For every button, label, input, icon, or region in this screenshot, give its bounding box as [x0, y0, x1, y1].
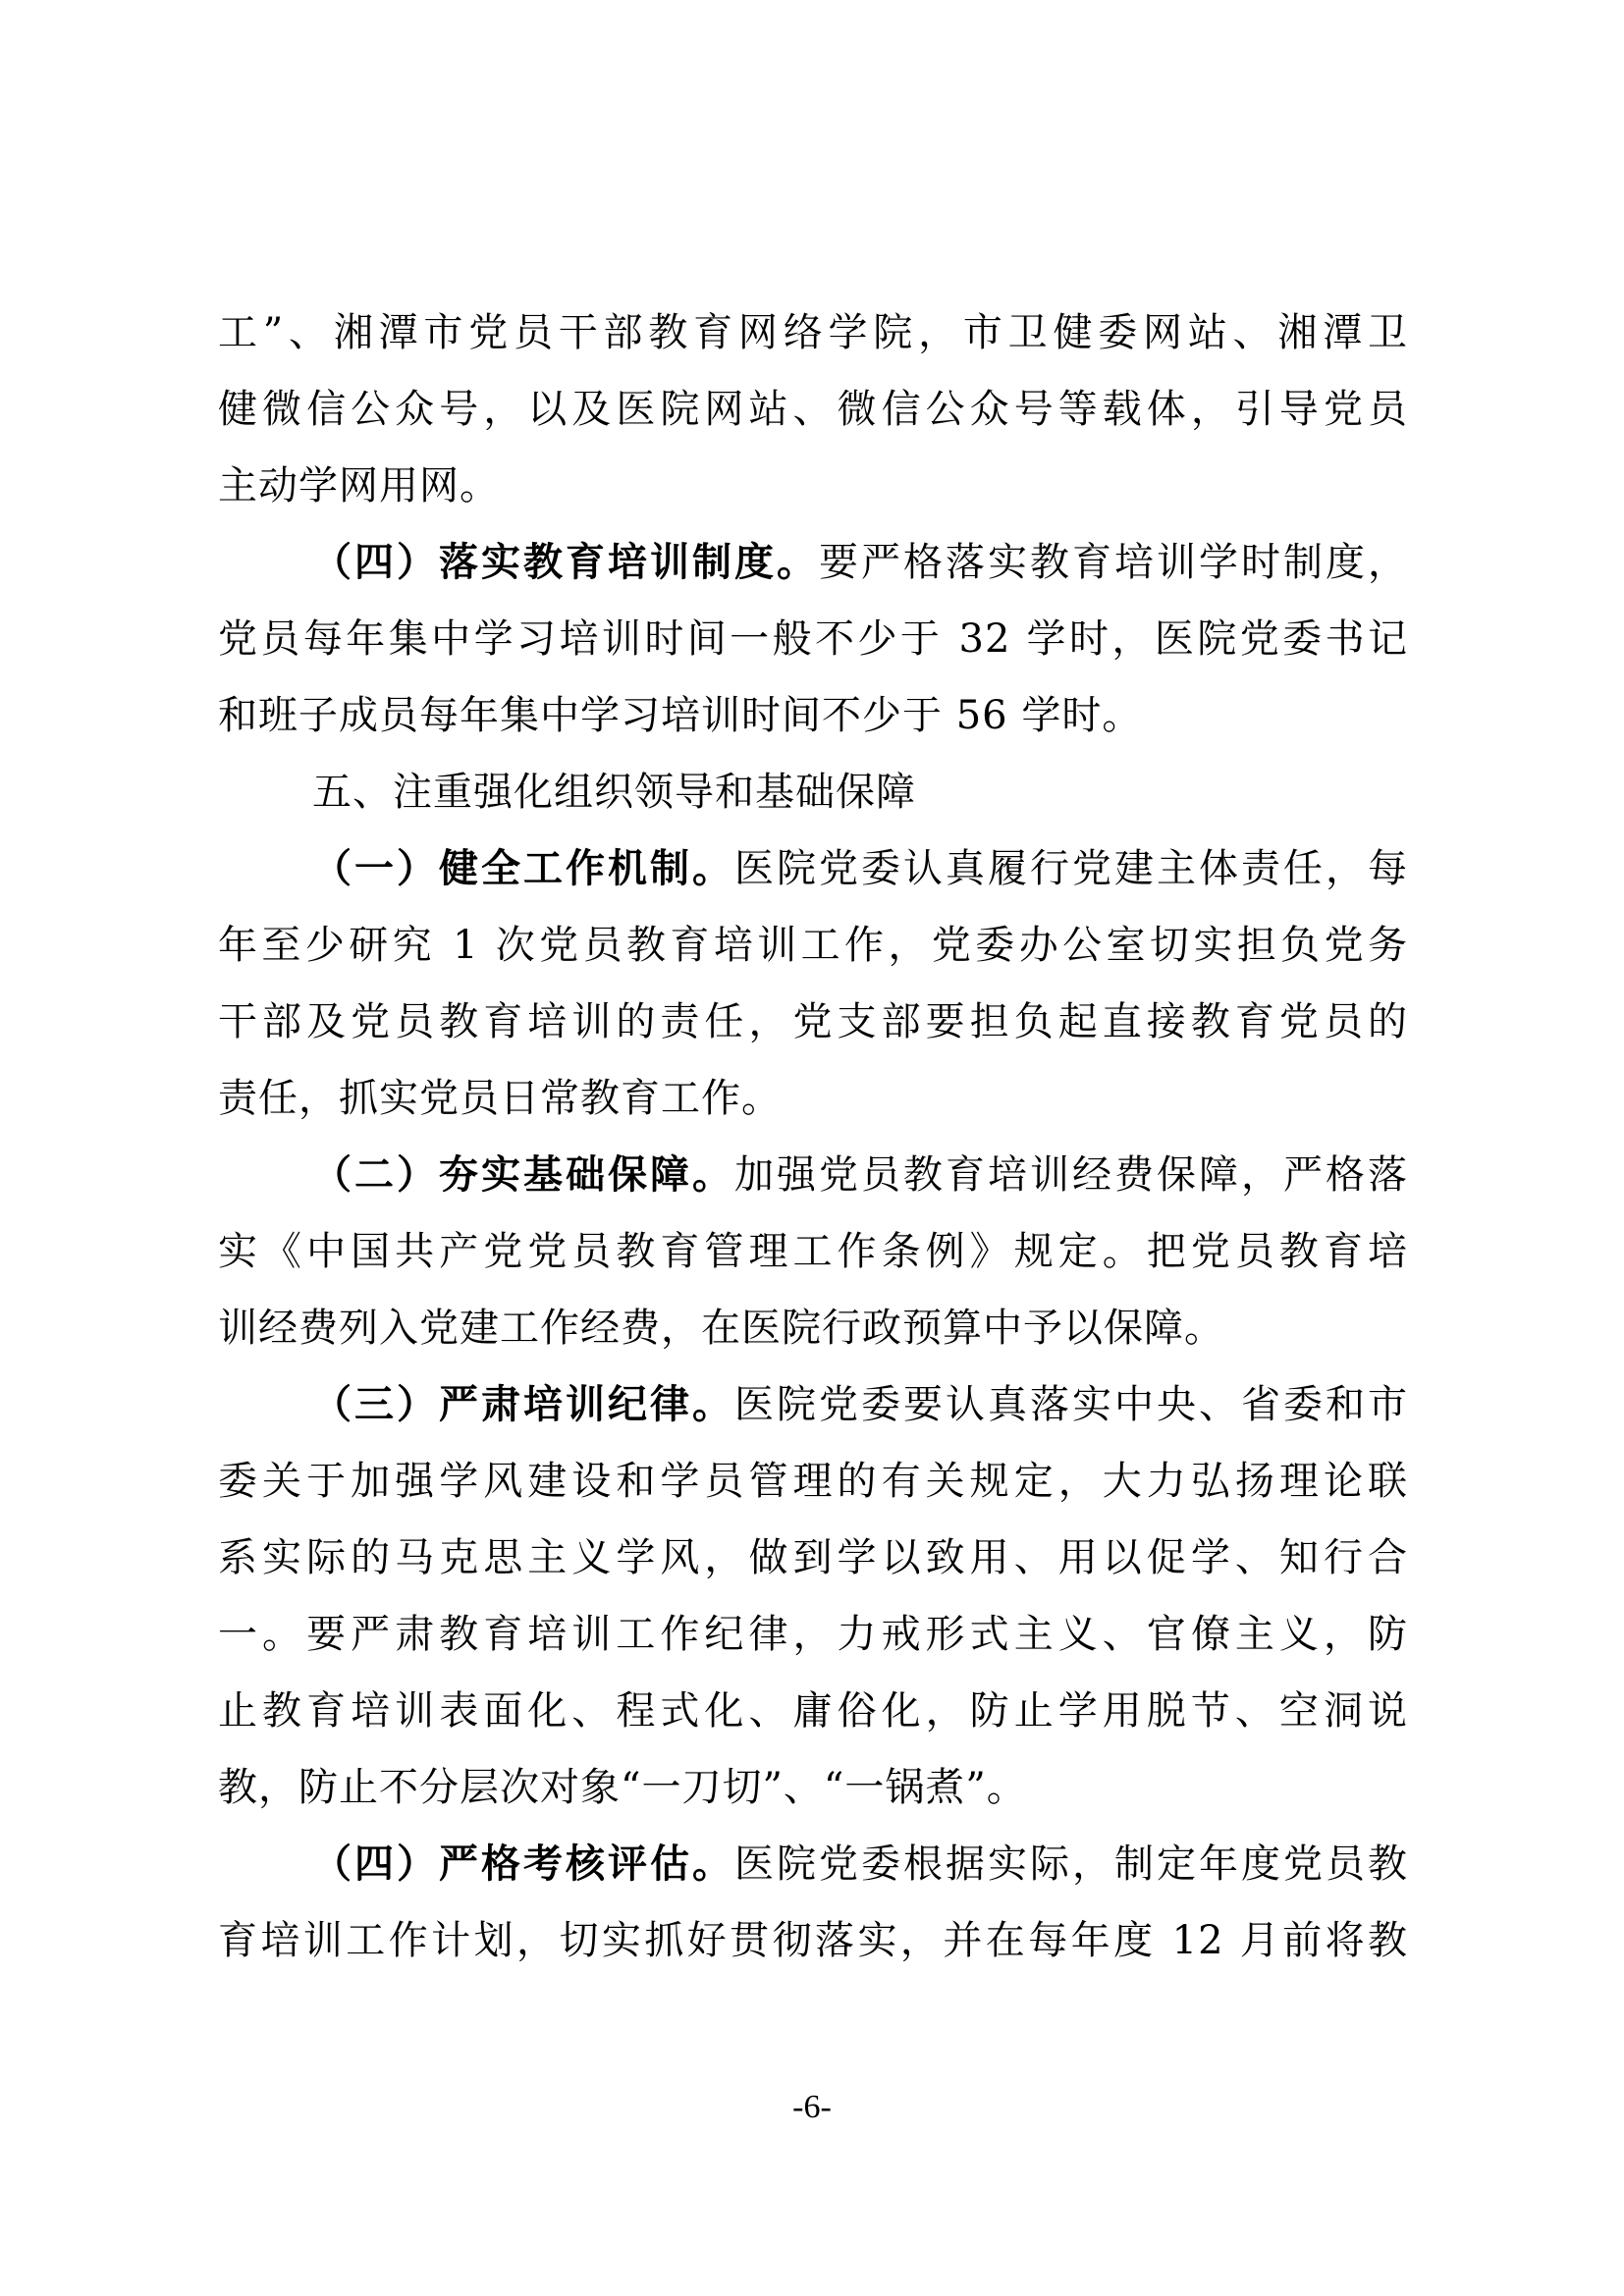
text-line	[218, 1290, 1408, 1366]
text-line	[218, 1520, 1408, 1596]
section-heading	[218, 754, 1408, 830]
line-text: 党员每年集中学习培训时间一般不少于 32 学时，医院党委书记	[218, 616, 1408, 662]
line-text: 一。要严肃教育培训工作纪律，力戒形式主义、官僚主义，防	[218, 1612, 1408, 1657]
line-text: 止教育培训表面化、程式化、庸俗化，防止学用脱节、空洞说	[218, 1688, 1408, 1734]
text-line	[218, 601, 1408, 677]
line-text: 医院党委根据实际，制定年度党员教	[734, 1842, 1408, 1887]
line-text: 年至少研究 1 次党员教育培训工作，党委办公室切实担负党务	[218, 923, 1408, 968]
item-heading: （二）夯实基础保障。	[312, 1151, 734, 1198]
item-heading: （三）严肃培训纪律。	[312, 1381, 734, 1427]
line-text: 训经费列入党建工作经费，在医院行政预算中予以保障。	[218, 1306, 1224, 1351]
line-text: 委关于加强学风建设和学员管理的有关规定，大力弘扬理论联	[218, 1459, 1408, 1504]
text-line	[218, 1060, 1408, 1137]
text-line	[218, 524, 1408, 601]
document-body	[218, 294, 1408, 1979]
text-line	[218, 907, 1408, 984]
text-line	[218, 448, 1408, 524]
line-text: 加强党员教育培训经费保障，严格落	[734, 1152, 1408, 1198]
line-text: 主动学网用网。	[218, 463, 500, 508]
text-line	[218, 830, 1408, 907]
text-line	[218, 1596, 1408, 1673]
line-text: 要严格落实教育培训学时制度，	[819, 540, 1408, 585]
line-text: 工”、湘潭市党员干部教育网络学院，市卫健委网站、湘潭卫	[218, 310, 1408, 355]
line-text: 和班子成员每年集中学习培训时间不少于 56 学时。	[218, 693, 1143, 738]
line-text: 育培训工作计划，切实抓好贯彻落实，并在每年度 12 月前将教	[218, 1918, 1408, 1963]
text-line	[218, 1673, 1408, 1749]
text-line	[218, 1902, 1408, 1979]
line-text: 健微信公众号，以及医院网站、微信公众号等载体，引导党员	[218, 387, 1408, 432]
line-text: 医院党委认真履行党建主体责任，每	[734, 846, 1408, 891]
text-line	[218, 1443, 1408, 1520]
text-line	[218, 371, 1408, 448]
text-line	[218, 1749, 1408, 1826]
line-text: 系实际的马克思主义学风，做到学以致用、用以促学、知行合	[218, 1535, 1408, 1580]
line-text: 教，防止不分层次对象“一刀切”、“一锅煮”。	[218, 1765, 1027, 1810]
text-line	[218, 1826, 1408, 1902]
item-heading: （四）严格考核评估。	[312, 1841, 734, 1887]
text-line	[218, 1366, 1408, 1443]
text-line	[218, 1213, 1408, 1290]
line-text: 医院党委要认真落实中央、省委和市	[734, 1382, 1408, 1427]
section-heading-text: 五、注重强化组织领导和基础保障	[312, 770, 916, 815]
text-line	[218, 677, 1408, 754]
text-line	[218, 984, 1408, 1060]
item-heading: （一）健全工作机制。	[312, 845, 734, 891]
line-text: 实《中国共产党党员教育管理工作条例》规定。把党员教育培	[218, 1229, 1408, 1274]
page-number: -6-	[792, 2089, 832, 2125]
item-heading: （四）落实教育培训制度。	[312, 539, 819, 585]
line-text: 干部及党员教育培训的责任，党支部要担负起直接教育党员的	[218, 999, 1408, 1044]
text-line	[218, 1137, 1408, 1213]
line-text: 责任，抓实党员日常教育工作。	[218, 1076, 782, 1121]
text-line	[218, 294, 1408, 371]
